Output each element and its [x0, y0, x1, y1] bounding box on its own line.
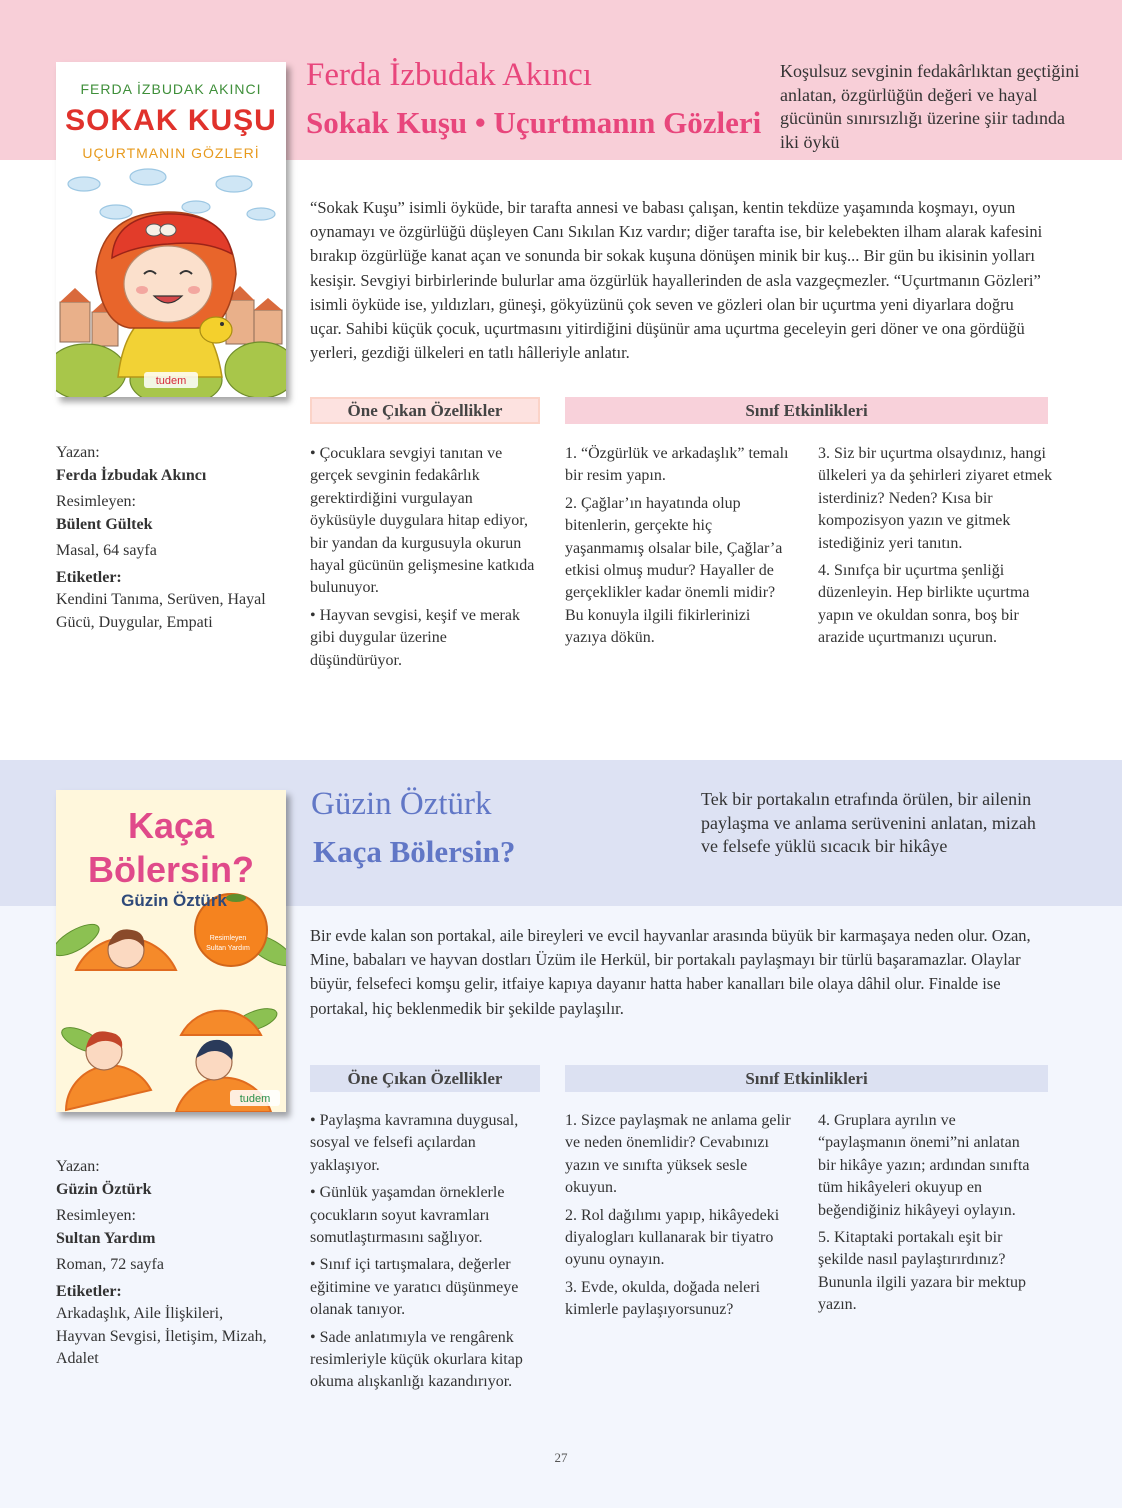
book1-title: Sokak Kuşu • Uçurtmanın Gözleri [306, 105, 762, 140]
book2-title: Kaça Bölersin? [313, 834, 516, 869]
book2-features-list [310, 1110, 542, 1399]
book2-activities-heading: Sınıf Etkinlikleri [565, 1065, 1048, 1092]
book1-meta [56, 442, 276, 634]
list-item: • Günlük yaşamdan örneklerle çocukların soyut kavramları somutlaştırmasını sağlıyor. [310, 1184, 505, 1247]
book1-cover [56, 62, 286, 397]
writer-name: Güzin Öztürk [56, 1180, 152, 1198]
book2-features-heading: Öne Çıkan Özellikler [310, 1065, 540, 1092]
illustrator-name: Bülent Gültek [56, 515, 153, 533]
book1-activities-col1 [565, 443, 790, 655]
book2-cover-illustration [56, 790, 286, 1112]
book2-cover-title-line1: Kaça [127, 805, 215, 846]
writer-label: Yazan: [56, 1158, 100, 1175]
book1-summary: “Sokak Kuşu” isimli öyküde, bir tarafta annesi ve babası çalışan, kentin tekdüze yaşamında koşmayı, oyun oynamayı ve özgürlüğü düşleyen Canı Sıkılan Kız vardır; diğer tarafta ise, bir kelebekten ilham alarak kafesini bırakıp özgürlüğe kanat açan ve sonunda bir sokak kuşuna dönüşen minik bir kuş... Bir gün bu ikisinin yolları kesişir. Sevgiyi birbirlerinde bulurlar ama özgürlük hayallerinden de asla vazgeçmezler. “Uçurtmanın Gözleri” isimli öyküde ise, yıldızları, güneşi, gökyüzünü çok seven ve gözleri olan bir uçurtma yeni diyarlara doğru uçar. Sahibi küçük çocuk, uçurtmasını yitirdiğini düşünür ama uçurtma geceleyin geri döner ve ona gördüğü yerleri, gezdiği ülkeleri en tatlı hâlleriyle anlatır. [310, 198, 1043, 363]
list-item: 4. Sınıfça bir uçurtma şenliği düzenleyin. Hep birlikte uçurtma yapın ve okuldan sonra, boş bir arazide uçurtmanızı uçurun. [818, 562, 1030, 647]
tags-list: Arkadaşlık, Aile İlişkileri, Hayvan Sevgisi, İletişim, Mizah, Adalet [56, 1305, 267, 1367]
list-item: 3. Siz bir uçurtma olsaydınız, hangi ülkeleri ya da şehirleri ziyaret etmek isterdiniz? Neden? Kısa bir kompozisyon yazın ve gitmek istediğiniz yeri tanıtın. [818, 445, 1053, 552]
page-number: 27 [554, 1450, 568, 1465]
book1-tagline: Koşulsuz sevginin fedakârlıktan geçtiğini anlatan, özgürlüğün değeri ve hayal gücünün sınırsızlığı üzerine şiir tadında iki öykü [780, 61, 1080, 152]
book2-tagline: Tek bir portakalın etrafında örülen, bir ailenin paylaşma ve anlama serüvenini anlatan, mizah ve felsefe yüklü sıcacık bir hikâye [701, 789, 1036, 856]
book1-cover-title: SOKAK KUŞU [65, 104, 277, 137]
list-item: • Paylaşma kavramına duygusal, sosyal ve felsefi açılardan yaklaşıyor. [310, 1112, 519, 1174]
book2-cover-illustrator-label: Resimleyen [209, 935, 247, 942]
book1-cover-illustration [56, 62, 286, 397]
list-item: • Sınıf içi tartışmalara, değerler eğitimine ve yaratıcı düşünmeye olanak tanıyor. [310, 1256, 519, 1319]
list-item: 3. Evde, okulda, doğada neleri kimlerle paylaşıyorsunuz? [565, 1278, 761, 1319]
list-item: • Hayvan sevgisi, keşif ve merak gibi duygular üzerine düşündürüyor. [310, 606, 520, 669]
book1-cover-subtitle: UÇURTMANIN GÖZLERİ [82, 145, 260, 161]
book2-cover [56, 790, 286, 1112]
illustrator-label: Resimleyen: [56, 1207, 136, 1224]
book2-activities-col2 [818, 1110, 1038, 1322]
list-item: • Sade anlatımıyla ve rengârenk resimleriyle küçük okurlara kitap okuma alışkanlığı kazandırıyor. [310, 1328, 523, 1391]
book2-author: Güzin Öztürk [311, 786, 492, 822]
tags-label: Etiketler: [56, 568, 122, 586]
writer-name: Ferda İzbudak Akıncı [56, 466, 207, 484]
book1-activities-col2 [818, 443, 1053, 655]
list-item: 1. “Özgürlük ve arkadaşlık” temalı bir resim yapın. [565, 445, 789, 485]
book1-features-heading: Öne Çıkan Özellikler [310, 397, 540, 424]
book2-cover-publisher: tudem [239, 1093, 271, 1105]
book2-activities-col1 [565, 1110, 793, 1327]
list-item: 4. Gruplara ayrılın ve “paylaşmanın önemi”ni anlatan bir hikâye yazın; ardından sınıfta tüm hikâyeleri okuyup en beğendiğiniz hikâyeyi oylayın. [818, 1112, 1030, 1219]
book1-cover-author: FERDA İZBUDAK AKINCI [80, 81, 262, 97]
book-format: Masal, 64 sayfa [56, 542, 157, 559]
illustrator-label: Resimleyen: [56, 493, 136, 510]
tags-list: Kendini Tanıma, Serüven, Hayal Gücü, Duygular, Empati [56, 591, 266, 631]
book2-meta [56, 1156, 276, 1371]
list-item: 1. Sizce paylaşmak ne anlama gelir ve neden önemlidir? Cevabınızı yazın ve sınıfta yüksek sesle okuyun. [565, 1112, 791, 1197]
book1-activities-heading: Sınıf Etkinlikleri [565, 397, 1048, 424]
list-item: 2. Rol dağılımı yapıp, hikâyedeki diyalogları kullanarak bir tiyatro oyunu oynayın. [565, 1206, 780, 1269]
list-item: 2. Çağlar’ın hayatında olup bitenlerin, gerçekte hiç yaşanmamış olsalar bile, Çağlar’a etkisi olmuş mudur? Hayaller de gerçeklikler kadar önemli midir? Bu konuyla ilgili fikirlerinizi yazıya dökün. [565, 494, 783, 647]
writer-label: Yazan: [56, 444, 100, 461]
list-item: • Çocuklara sevgiyi tanıtan ve gerçek sevginin fedakârlık gerektirdiğini vurgulayan öyküsüyle duygulara hitap ediyor, bir yandan da kurgusuyla okurun hayal gücünün gelişmesine katkıda bulunuyor. [310, 445, 535, 597]
book1-features-list [310, 443, 542, 677]
book1-author: Ferda İzbudak Akıncı [306, 57, 592, 93]
book2-cover-title-line2: Bölersin? [87, 849, 255, 890]
book2-cover-illustrator: Sultan Yardım [206, 945, 250, 952]
book2-summary: Bir evde kalan son portakal, aile bireyleri ve evcil hayvanlar arasında büyük bir karmaşaya neden olur. Ozan, Mine, babaları ve hayvan dostları Üzüm ile Herkül, bir portakalı paylaşmayı bir türlü başaramazlar. Olaylar büyür, felsefeci komşu gelir, itfaiye kapıya dayanır hatta haber kanalları bile olaya dâhil olur. Finalde ise portakal, hiç beklenmedik bir şekilde paylaşılır. [310, 926, 1031, 1018]
tags-label: Etiketler: [56, 1282, 122, 1300]
book2-cover-author: Güzin Öztürk [121, 891, 227, 910]
book1-cover-publisher: tudem [155, 375, 187, 387]
list-item: 5. Kitaptaki portakalı eşit bir şekilde nasıl paylaştırırdınız? Bununla ilgili yazara bir mektup yazın. [818, 1229, 1026, 1314]
book-format: Roman, 72 sayfa [56, 1256, 164, 1273]
illustrator-name: Sultan Yardım [56, 1229, 156, 1247]
